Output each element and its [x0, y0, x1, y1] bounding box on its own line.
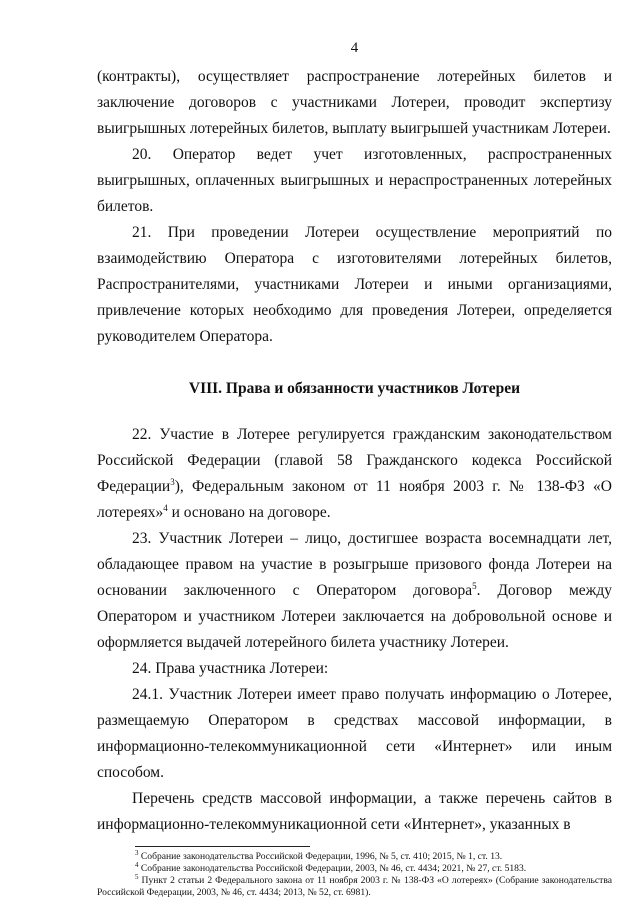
- document-body: [97, 64, 612, 838]
- page-number: 4: [350, 40, 359, 56]
- paragraph-continuation: (контракты), осуществляет распространение лотерейных билетов и заключение договоров с участниками Лотереи, проводит экспертизу выигрышных лотерейных билетов, выплату выигрышей участникам Лотереи.: [97, 68, 612, 137]
- footnote-number: 4: [135, 860, 139, 869]
- paragraph-21: 21. При проведении Лотереи осуществление мероприятий по взаимодействию Оператора с изготовителями лотерейных билетов, Распространителями, участниками Лотереи и иными организациями, привлечение которых необходимо для проведения Лотереи, определяется руководителем Оператора.: [97, 224, 612, 345]
- paragraph-24: 24. Права участника Лотереи:: [132, 660, 329, 677]
- footnote-ref-4: 4: [163, 502, 168, 513]
- paragraph-22: [97, 422, 612, 526]
- paragraph-23-text-1: 23. Участник Лотереи – лицо, достигшее возраста восемнадцати лет, обладающее правом на участие в розыгрыше призового фонда Лотереи на основании заключенного с Оператором договора: [97, 530, 612, 599]
- footnote-text: Собрание законодательства Российской Федерации, 2003, № 46, ст. 4434; 2021, № 27, ст. 5183.: [138, 863, 527, 874]
- footnote-3: [97, 848, 612, 863]
- paragraph-20: 20. Оператор ведет учет изготовленных, распространенных выигрышных, оплаченных выигрышных и нераспространенных лотерейных билетов.: [97, 146, 612, 215]
- paragraph-22-text-3: и основано на договоре.: [167, 504, 331, 521]
- footnote-number: 3: [135, 848, 139, 857]
- paragraph-list-of-media: Перечень средств массовой информации, а также перечень сайтов в информационно-телекоммуникационной сети «Интернет», указанных в: [97, 790, 612, 833]
- paragraph-22-text-1: 22. Участие в Лотерее регулируется гражданским законодательством Российской Федерации (главой 58 Гражданского кодекса Российской Федерации: [97, 426, 612, 495]
- paragraph-23-text-2: . Договор между Оператором и участником Лотереи заключается на добровольной основе и оформляется выдачей лотерейного билета участнику Лотереи.: [97, 582, 612, 651]
- footnote-number: 5: [135, 872, 139, 881]
- section-heading: VIII. Права и обязанности участников Лотереи: [188, 380, 521, 397]
- footnote-4: [97, 860, 612, 875]
- footnotes: [97, 846, 612, 899]
- footnote-ref-5: 5: [472, 580, 477, 591]
- footnote-divider: [135, 846, 310, 847]
- paragraph-23: [97, 526, 612, 656]
- paragraph-24-1: 24.1. Участник Лотереи имеет право получать информацию о Лотерее, размещаемую Оператором в средствах массовой информации, в информационно-телекоммуникационной сети «Интернет» или иным способом.: [97, 686, 612, 781]
- footnote-text: Собрание законодательства Российской Федерации, 1996, № 5, ст. 410; 2015, № 1, ст. 13.: [138, 851, 503, 862]
- footnote-5: [97, 872, 612, 899]
- paragraph-22-text-2: ), Федеральным законом от 11 ноября 2003 г. № 138-ФЗ «О лотереях»: [97, 478, 612, 521]
- footnote-text: Пункт 2 статьи 2 Федерального закона от 11 ноября 2003 г. № 138-ФЗ «О лотереях» (Собрание законодательства Российской Федерации, 2003, № 46, ст. 4434; 2013, № 52, ст. 6981).: [97, 875, 612, 898]
- footnote-ref-3: 3: [170, 476, 175, 487]
